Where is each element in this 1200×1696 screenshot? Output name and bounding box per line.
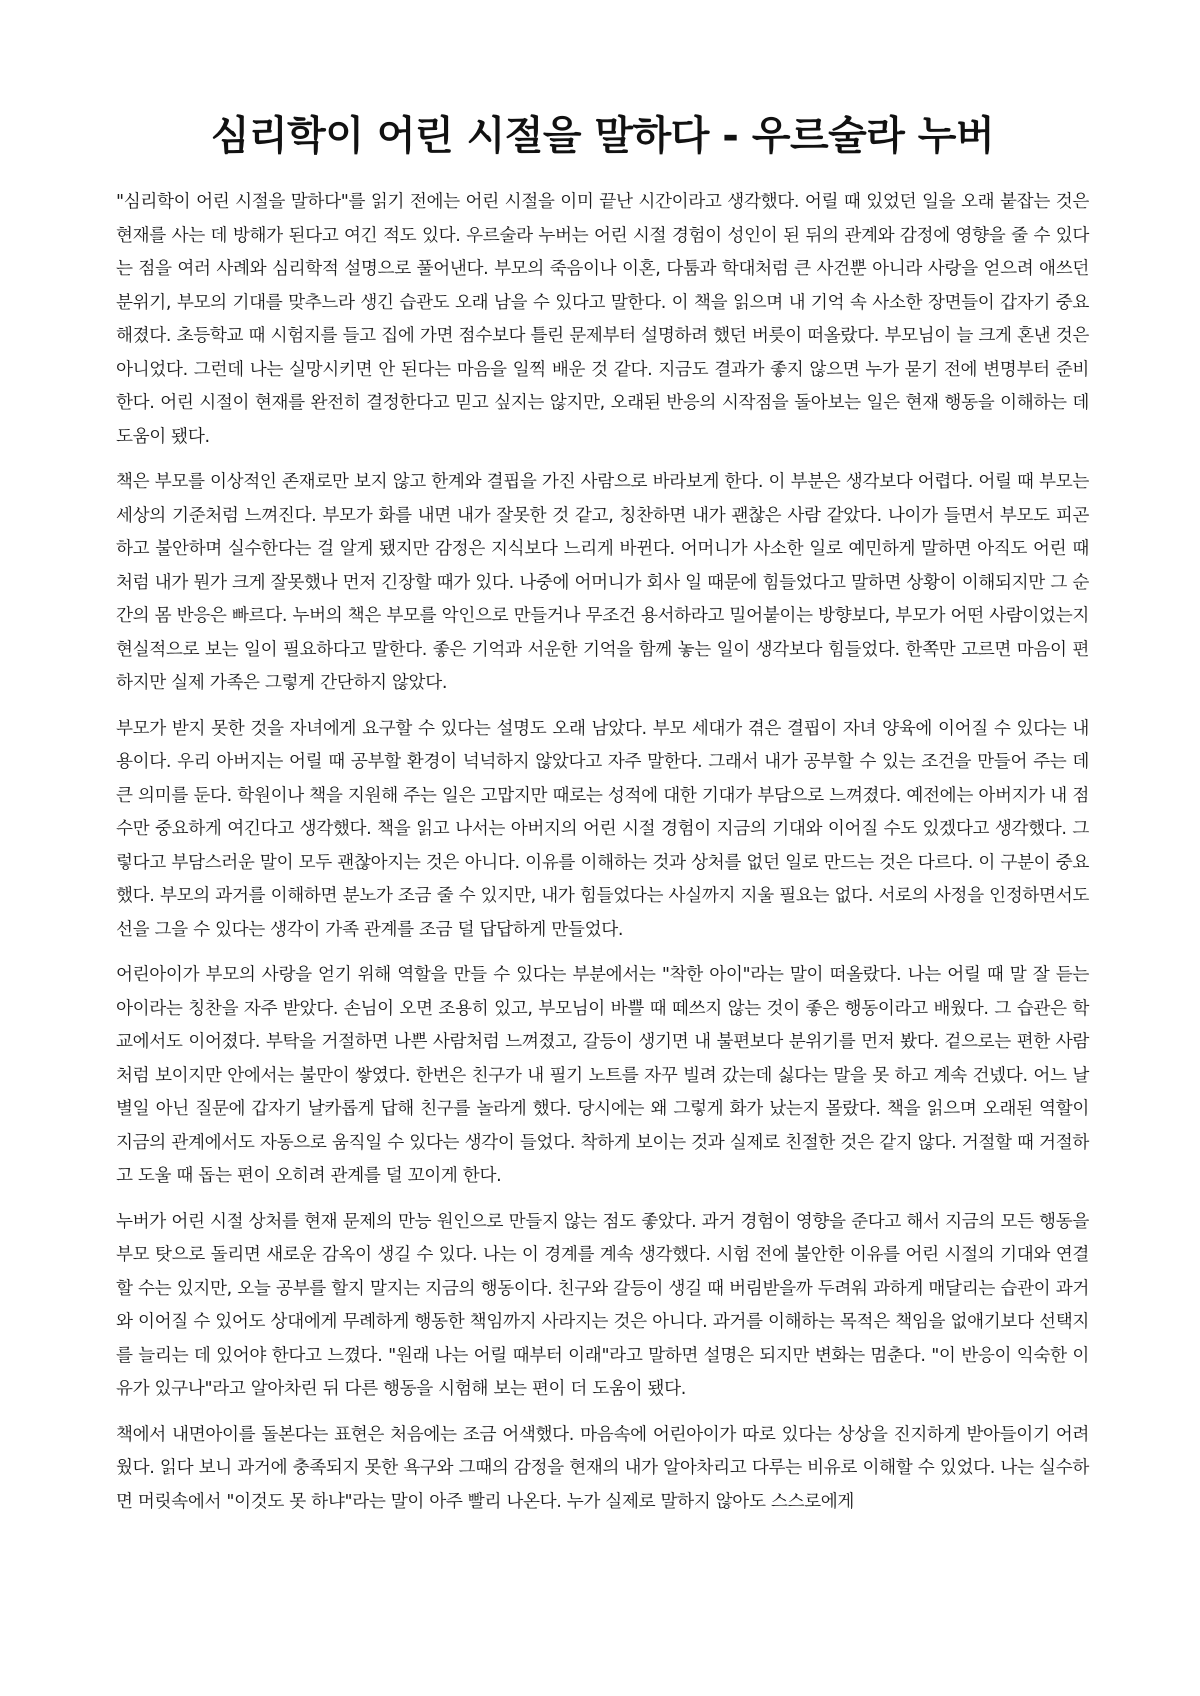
body-paragraph: 누버가 어린 시절 상처를 현재 문제의 만능 원인으로 만들지 않는 점도 좋았다. 과거 경험이 영향을 준다고 해서 지금의 모든 행동을 부모 탓으로 돌리면 새로운 감옥이 생길 수 있다. 나는 이 경계를 계속 생각했다. 시험 전에 불안한 이유를 어린 시절의 기대와 연결할 수는 있지만, 오늘 공부를 할지 말지는 지금의 행동이다. 친구와 갈등이 생길 때 버림받을까 두려워 과하게 매달리는 습관이 과거와 이어질 수 있어도 상대에게 무례하게 행동한 책임까지 사라지는 것은 아니다. 과거를 이해하는 목적은 책임을 없애기보다 선택지를 늘리는 데 있어야 한다고 느꼈다. "원래 나는 어릴 때부터 이래"라고 말하면 설명은 되지만 변화는 멈춘다. "이 반응이 익숙한 이유가 있구나"라고 알아차린 뒤 다른 행동을 시험해 보는 편이 더 도움이 됐다.: [116, 1211, 1089, 1399]
body-paragraph: 어린아이가 부모의 사랑을 얻기 위해 역할을 만들 수 있다는 부분에서는 "착한 아이"라는 말이 떠올랐다. 나는 어릴 때 말 잘 듣는 아이라는 칭찬을 자주 받았다. 손님이 오면 조용히 있고, 부모님이 바쁠 때 떼쓰지 않는 것이 좋은 행동이라고 배웠다. 그 습관은 학교에서도 이어졌다. 부탁을 거절하면 나쁜 사람처럼 느껴졌고, 갈등이 생기면 내 불편보다 분위기를 먼저 봤다. 겉으로는 편한 사람처럼 보이지만 안에서는 불만이 쌓였다. 한번은 친구가 내 필기 노트를 자꾸 빌려 갔는데 싫다는 말을 못 하고 계속 건넸다. 어느 날 별일 아닌 질문에 갑자기 날카롭게 답해 친구를 놀라게 했다. 당시에는 왜 그렇게 화가 났는지 몰랐다. 책을 읽으며 오래된 역할이 지금의 관계에서도 자동으로 움직일 수 있다는 생각이 들었다. 착하게 보이는 것과 실제로 친절한 것은 같지 않다. 거절할 때 거절하고 도울 때 돕는 편이 오히려 관계를 덜 꼬이게 한다.: [116, 965, 1089, 1186]
body-paragraph: 부모가 받지 못한 것을 자녀에게 요구할 수 있다는 설명도 오래 남았다. 부모 세대가 겪은 결핍이 자녀 양육에 이어질 수 있다는 내용이다. 우리 아버지는 어릴 때 공부할 환경이 넉넉하지 않았다고 자주 말한다. 그래서 내가 공부할 수 있는 조건을 만들어 주는 데 큰 의미를 둔다. 학원이나 책을 지원해 주는 일은 고맙지만 때로는 성적에 대한 기대가 부담으로 느껴졌다. 예전에는 아버지가 내 점수만 중요하게 여긴다고 생각했다. 책을 읽고 나서는 아버지의 어린 시절 경험이 지금의 기대와 이어질 수도 있겠다고 생각했다. 그렇다고 부담스러운 말이 모두 괜찮아지는 것은 아니다. 이유를 이해하는 것과 상처를 없던 일로 만드는 것은 다르다. 이 구분이 중요했다. 부모의 과거를 이해하면 분노가 조금 줄 수 있지만, 내가 힘들었다는 사실까지 지울 필요는 없다. 서로의 사정을 인정하면서도 선을 그을 수 있다는 생각이 가족 관계를 조금 덜 답답하게 만들었다.: [116, 718, 1089, 940]
body-paragraph: "심리학이 어린 시절을 말하다"를 읽기 전에는 어린 시절을 이미 끝난 시간이라고 생각했다. 어릴 때 있었던 일을 오래 붙잡는 것은 현재를 사는 데 방해가 된다고 여긴 적도 있다. 우르술라 누버는 어린 시절 경험이 성인이 된 뒤의 관계와 감정에 영향을 줄 수 있다는 점을 여러 사례와 심리학적 설명으로 풀어낸다. 부모의 죽음이나 이혼, 다툼과 학대처럼 큰 사건뿐 아니라 사랑을 얻으려 애쓰던 분위기, 부모의 기대를 맞추느라 생긴 습관도 오래 남을 수 있다고 말한다. 이 책을 읽으며 내 기억 속 사소한 장면들이 갑자기 중요해졌다. 초등학교 때 시험지를 들고 집에 가면 점수보다 틀린 문제부터 설명하려 했던 버릇이 떠올랐다. 부모님이 늘 크게 혼낸 것은 아니었다. 그런데 나는 실망시키면 안 된다는 마음을 일찍 배운 것 같다. 지금도 결과가 좋지 않으면 누가 묻기 전에 변명부터 준비한다. 어린 시절이 현재를 완전히 결정한다고 믿고 싶지는 않지만, 오래된 반응의 시작점을 돌아보는 일은 현재 행동을 이해하는 데 도움이 됐다.: [116, 192, 1089, 447]
page-title: 심리학이 어린 시절을 말하다 - 우르술라 누버: [210, 113, 995, 159]
body-paragraph: 책에서 내면아이를 돌본다는 표현은 처음에는 조금 어색했다. 마음속에 어린아이가 따로 있다는 상상을 진지하게 받아들이기 어려웠다. 읽다 보니 과거에 충족되지 못한 욕구와 그때의 감정을 현재의 내가 알아차리고 다루는 비유로 이해할 수 있었다. 나는 실수하면 머릿속에서 "이것도 못 하냐"라는 말이 아주 빨리 나온다. 누가 실제로 말하지 않아도 스스로에게: [116, 1424, 1089, 1512]
body-paragraph: 책은 부모를 이상적인 존재로만 보지 않고 한계와 결핍을 가진 사람으로 바라보게 한다. 이 부분은 생각보다 어렵다. 어릴 때 부모는 세상의 기준처럼 느껴진다. 부모가 화를 내면 내가 잘못한 것 같고, 칭찬하면 내가 괜찮은 사람 같았다. 나이가 들면서 부모도 피곤하고 불안하며 실수한다는 걸 알게 됐지만 감정은 지식보다 느리게 바뀐다. 어머니가 사소한 일로 예민하게 말하면 아직도 어린 때처럼 내가 뭔가 크게 잘못했나 먼저 긴장할 때가 있다. 나중에 어머니가 회사 일 때문에 힘들었다고 말하면 상황이 이해되지만 그 순간의 몸 반응은 빠르다. 누버의 책은 부모를 악인으로 만들거나 무조건 용서하라고 밀어붙이는 방향보다, 부모가 어떤 사람이었는지 현실적으로 보는 일이 필요하다고 말한다. 좋은 기억과 서운한 기억을 함께 놓는 일이 생각보다 힘들었다. 한쪽만 고르면 마음이 편하지만 실제 가족은 그렇게 간단하지 않았다.: [116, 472, 1089, 693]
